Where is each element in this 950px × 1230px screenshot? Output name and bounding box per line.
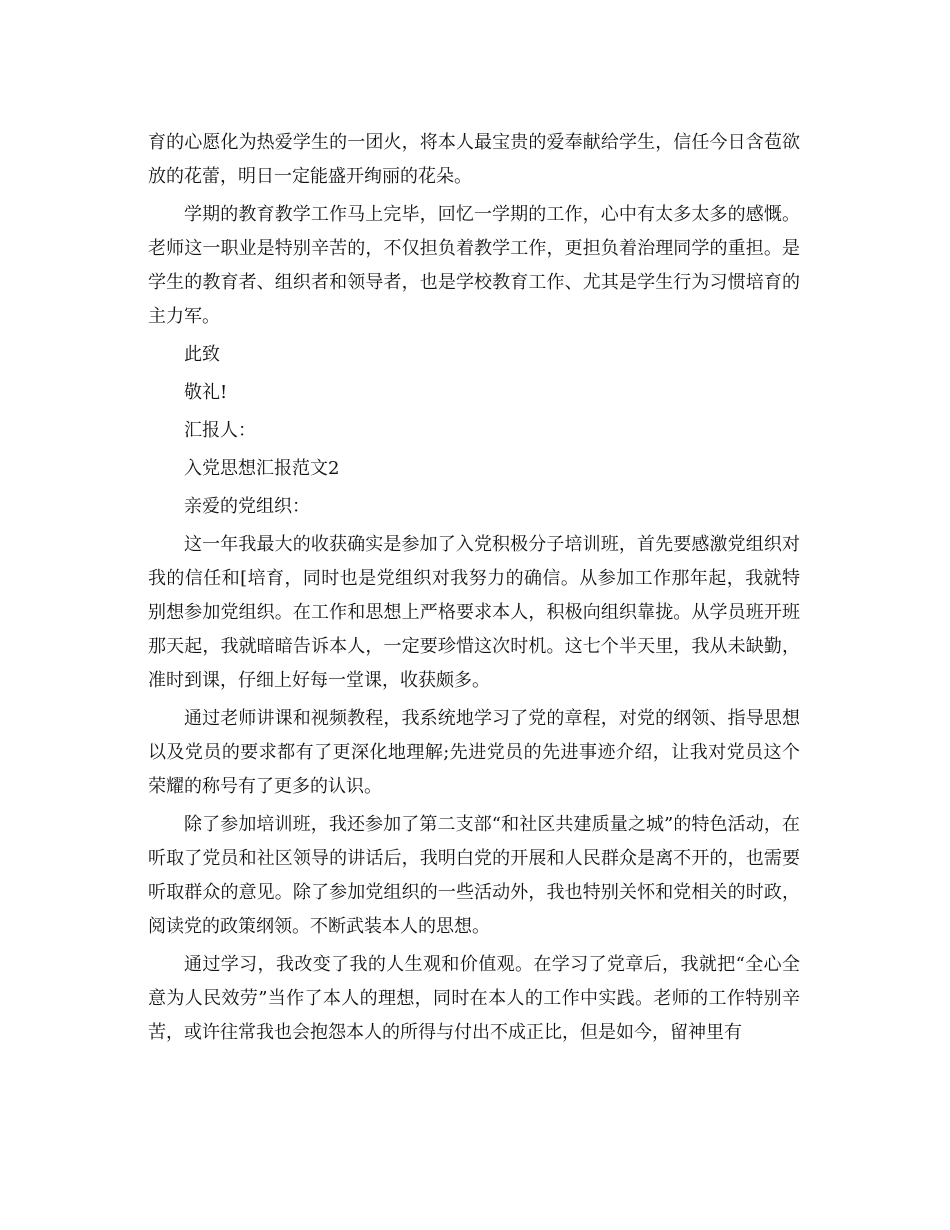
paragraph-2: 学期的教育教学工作马上完毕，回忆一学期的工作，心中有太多太多的感慨。老师这一职业是特别辛苦的，不仅担负着教学工作，更担负着治理同学的重担。是学生的教育者、组织者和领导者，也是学校教育工作、尤其是学生行为习惯培育的主力军。: [148, 204, 800, 327]
reporter-label: 汇报人：: [184, 420, 256, 441]
paragraph-3: 这一年我最大的收获确实是参加了入党积极分子培训班，首先要感激党组织对我的信任和[培育，同时也是党组织对我努力的确信。从参加工作那年起，我就特别想参加党组织。在工作和思想上严格要求本人，积极向组织靠拢。从学员班开班那天起，我就暗暗告诉本人，一定要珍惜这次时机。这七个半天里，我从未缺勤，准时到课，仔细上好每一堂课，收获颇多。: [148, 534, 800, 691]
paragraph-4: 通过老师讲课和视频教程，我系统地学习了党的章程，对党的纲领、指导思想以及党员的要求都有了更深化地理解;先进党员的先进事迹介绍，让我对党员这个荣耀的称号有了更多的认识。: [148, 708, 800, 797]
paragraph-5: 除了参加培训班，我还参加了第二支部“和社区共建质量之城”的特色活动，在听取了党员和社区领导的讲话后，我明白党的开展和人民群众是离不开的，也需要听取群众的意见。除了参加党组织的一些活动外，我也特别关怀和党相关的时政，阅读党的政策纲领。不断武装本人的思想。: [148, 814, 800, 937]
section-title: 入党思想汇报范文2: [184, 458, 340, 479]
closing-regards: 敬礼!: [184, 382, 228, 403]
paragraph-1: 育的心愿化为热爱学生的一团火，将本人最宝贵的爱奉献给学生，信任今日含苞欲放的花蕾，明日一定能盛开绚丽的花朵。: [148, 132, 800, 187]
document-body: [148, 126, 800, 1050]
closing-salutation: 此致: [184, 344, 220, 365]
greeting: 亲爱的党组织：: [184, 496, 310, 517]
paragraph-6: 通过学习，我改变了我的人生观和价值观。在学习了党章后，我就把“全心全意为人民效劳”当作了本人的理想，同时在本人的工作中实践。老师的工作特别辛苦，或许往常我也会抱怨本人的所得与付出不成正比，但是如今，留神里有: [148, 954, 800, 1043]
